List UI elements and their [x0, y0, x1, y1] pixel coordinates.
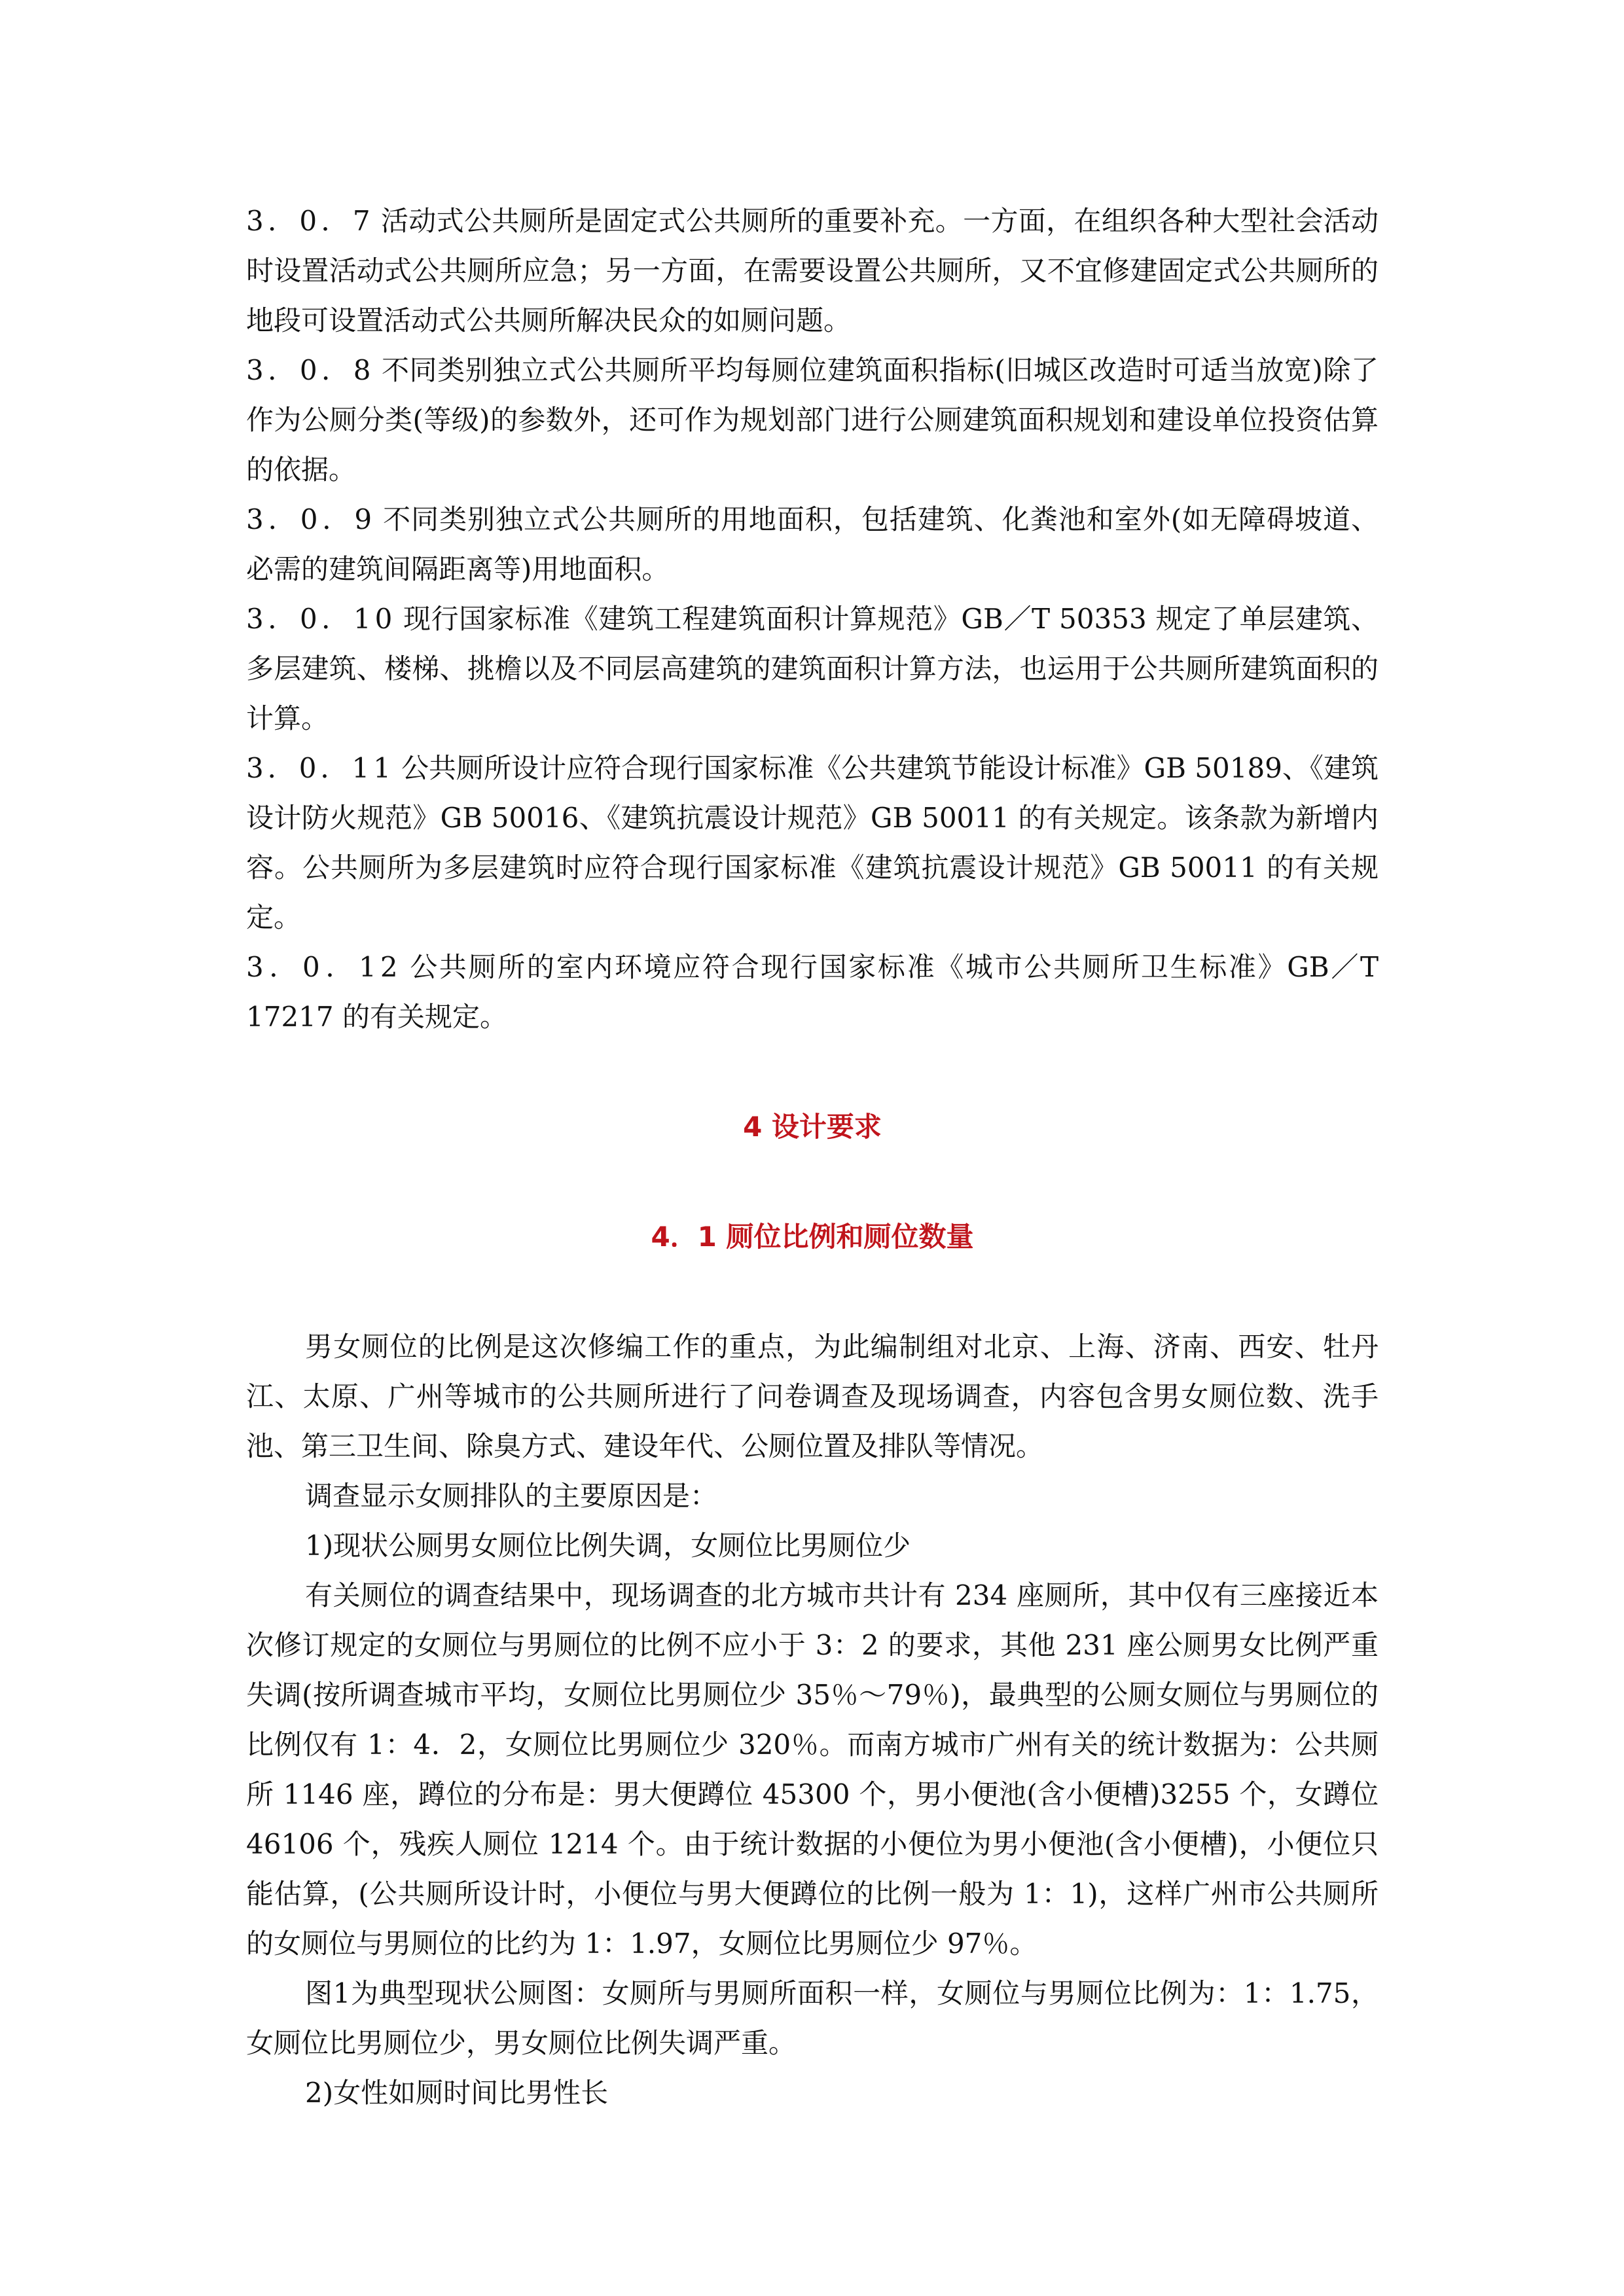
document-page: [246, 196, 1379, 2118]
clause-3-0-10: [246, 594, 1379, 744]
clause-number: 3．0．7: [246, 205, 374, 237]
clause-text: 现行国家标准《建筑工程建筑面积计算规范》GB／T 50353 规定了单层建筑、多层建筑、楼梯、挑檐以及不同层高建筑的建筑面积计算方法，也运用于公共厕所建筑面积的计算。: [246, 603, 1379, 734]
body-paragraph: 1)现状公厕男女厕位比例失调，女厕位比男厕位少: [305, 1530, 911, 1562]
clause-text: 不同类别独立式公共厕所的用地面积，包括建筑、化粪池和室外(如无障碍坡道、必需的建筑间隔距离等)用地面积。: [246, 503, 1379, 585]
clause-number: 3．0．10: [246, 603, 397, 635]
clause-number: 3．0．8: [246, 354, 375, 386]
clause-text: 公共厕所设计应符合现行国家标准《公共建筑节能设计标准》GB 50189、《建筑设计防火规范》GB 50016、《建筑抗震设计规范》GB 50011 的有关规定。该条款为新增内容。公共厕所为多层建筑时应符合现行国家标准《建筑抗震设计规范》GB 50011 的有关规定。: [246, 752, 1379, 933]
body-paragraph: 调查显示女厕排队的主要原因是：: [305, 1480, 718, 1512]
clause-3-0-7: [246, 196, 1379, 346]
body-paragraph: 男女厕位的比例是这次修编工作的重点，为此编制组对北京、上海、济南、西安、牡丹江、太原、广州等城市的公共厕所进行了问卷调查及现场调查，内容包含男女厕位数、洗手池、第三卫生间、除臭方式、建设年代、公厕位置及排队等情况。: [246, 1331, 1379, 1462]
body-paragraph: 2)女性如厕时间比男性长: [305, 2077, 609, 2109]
clause-number: 3．0．9: [246, 503, 376, 535]
body-paragraph: 图1为典型现状公厕图：女厕所与男厕所面积一样，女厕位与男厕位比例为：1：1.75，女厕位比男厕位少，男女厕位比例失调严重。: [246, 1977, 1379, 2059]
clause-3-0-9: [246, 495, 1379, 594]
clause-number: 3．0．12: [246, 951, 402, 983]
clause-text: 活动式公共厕所是固定式公共厕所的重要补充。一方面，在组织各种大型社会活动时设置活动式公共厕所应急；另一方面，在需要设置公共厕所，又不宜修建固定式公共厕所的地段可设置活动式公共厕所解决民众的如厕问题。: [246, 205, 1379, 336]
clause-3-0-8: [246, 346, 1379, 495]
clause-3-0-11: [246, 744, 1379, 942]
clause-number: 3．0．11: [246, 752, 395, 784]
chapter-heading: 4 设计要求: [743, 1111, 882, 1143]
clause-text: 不同类别独立式公共厕所平均每厕位建筑面积指标(旧城区改造时可适当放宽)除了作为公厕分类(等级)的参数外，还可作为规划部门进行公厕建筑面积规划和建设单位投资估算的依据。: [246, 354, 1379, 486]
body-paragraph: 有关厕位的调查结果中，现场调查的北方城市共计有 234 座厕所，其中仅有三座接近本次修订规定的女厕位与男厕位的比例不应小于 3：2 的要求，其他 231 座公厕男女比例严重失调(按所调查城市平均，女厕位比男厕位少 35％～79％)，最典型的公厕女厕位与男厕位的比例仅有 1：4．2，女厕位比男厕位少 320％。而南方城市广州有关的统计数据为：公共厕所 1146 座，蹲位的分布是：男大便蹲位 45300 个，男小便池(含小便槽)3255 个，女蹲位 46106 个，残疾人厕位 1214 个。由于统计数据的小便位为男小便池(含小便槽)，小便位只能估算，(公共厕所设计时，小便位与男大便蹲位的比例一般为 1：1)，这样广州市公共厕所的女厕位与男厕位的比约为 1：1.97，女厕位比男厕位少 97％。: [246, 1579, 1379, 1960]
clause-text: 公共厕所的室内环境应符合现行国家标准《城市公共厕所卫生标准》GB／T 17217 的有关规定。: [246, 951, 1379, 1033]
section-heading: 4．1 厕位比例和厕位数量: [651, 1221, 974, 1253]
clause-3-0-12: [246, 942, 1379, 1042]
